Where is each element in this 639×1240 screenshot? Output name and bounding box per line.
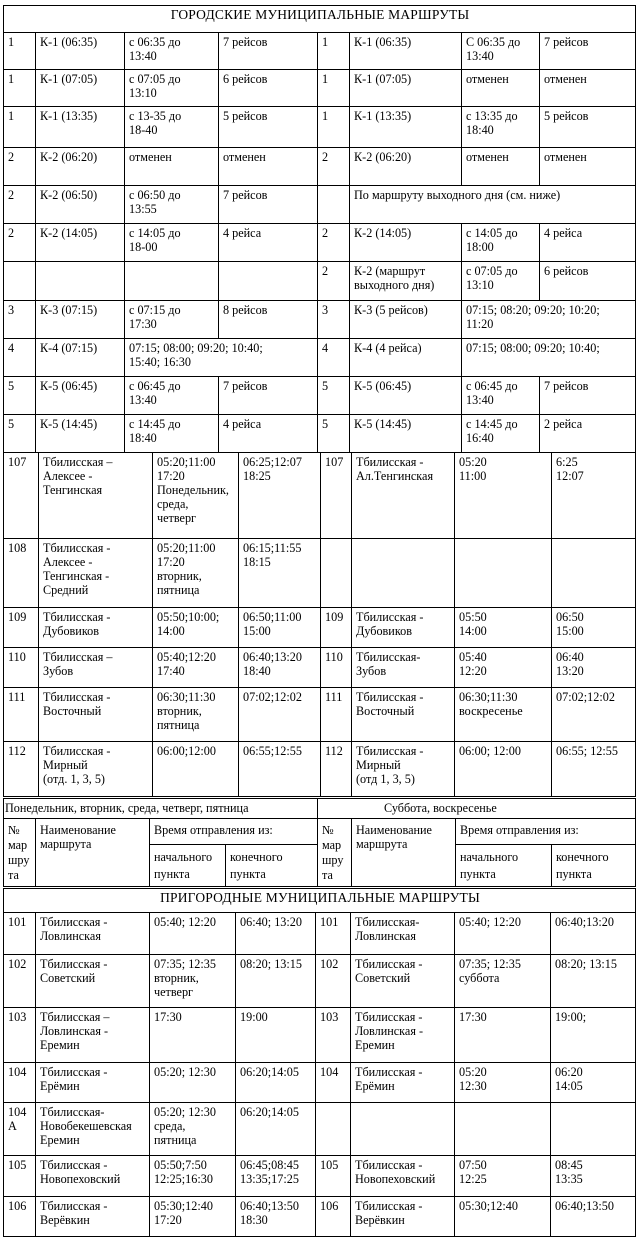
departure-start: с 06:50 до 13:55 xyxy=(125,186,219,224)
departure-end-weekend: 06:40;13:50 xyxy=(551,1197,636,1237)
route-number: 3 xyxy=(4,301,36,339)
route-name-weekend: К-3 (5 рейсов) xyxy=(350,301,462,339)
route-name-weekend: Тбилисская- Ловлинская xyxy=(351,913,455,955)
route-name-weekend: Тбилисская - Верёвкин xyxy=(351,1197,455,1237)
route-name-weekend: К-1 (07:05) xyxy=(350,70,462,107)
table-row xyxy=(4,1156,636,1197)
route-name-weekend: Тбилисская - Советский xyxy=(351,955,455,1008)
route-number-weekend xyxy=(318,186,350,224)
departure-end: отменен xyxy=(219,148,318,186)
departure-start-weekend: 05:20 11:00 xyxy=(455,453,552,539)
route-name-weekend: К-5 (06:45) xyxy=(350,377,462,415)
departure-end-weekend xyxy=(551,1103,636,1156)
route-name-weekend: К-5 (14:45) xyxy=(350,415,462,453)
departure-start: 06:30;11:30 вторник, пятница xyxy=(153,688,239,742)
departure-end: 06:55;12:55 xyxy=(239,742,321,797)
route-name-weekend: К-2 (маршрут выходного дня) xyxy=(350,262,462,301)
start-point-header-weekend: начального пункта xyxy=(456,845,552,887)
route-number: 112 xyxy=(4,742,39,797)
route-number-weekend: 112 xyxy=(321,742,352,797)
departure-start-weekend: 06:30;11:30 воскресенье xyxy=(455,688,552,742)
departure-end-weekend: 19:00; xyxy=(551,1008,636,1063)
departure-start-weekend: 17:30 xyxy=(455,1008,551,1063)
route-name-weekend: К-1 (06:35) xyxy=(350,33,462,70)
departure-start-weekend xyxy=(455,539,552,608)
table-row xyxy=(4,648,636,688)
departure-end: 4 рейса xyxy=(219,415,318,453)
table-row xyxy=(4,1008,636,1063)
route-name: К-5 (06:45) xyxy=(36,377,125,415)
table-row xyxy=(4,186,636,224)
departure-start-weekend: 07:15; 08:00; 09:20; 10:40; xyxy=(462,339,636,377)
departure-start xyxy=(125,262,219,301)
route-name: Тбилисская - Ерёмин xyxy=(36,1063,150,1103)
route-number: 5 xyxy=(4,415,36,453)
departure-start: отменен xyxy=(125,148,219,186)
mid-routes-table xyxy=(3,452,636,797)
route-name: Тбилисская - Новопеховский xyxy=(36,1156,150,1197)
route-name-weekend xyxy=(351,1103,455,1156)
departure-end-weekend: отменен xyxy=(540,148,636,186)
route-name-weekend: К-2 (06:20) xyxy=(350,148,462,186)
departure-end-weekend: 06:50 15:00 xyxy=(552,608,636,648)
route-number: 105 xyxy=(4,1156,36,1197)
table-row xyxy=(4,301,636,339)
table-row xyxy=(4,262,636,301)
departure-start-weekend: с 13:35 до 18:40 xyxy=(462,107,540,148)
route-name-weekend: Тбилисская - Новопеховский xyxy=(351,1156,455,1197)
table-row xyxy=(4,415,636,453)
suburban-routes-table xyxy=(3,888,636,1237)
route-name-weekend: Тбилисская - Ловлинская - Еремин xyxy=(351,1008,455,1063)
route-number: 2 xyxy=(4,186,36,224)
table-row xyxy=(4,107,636,148)
departure-end xyxy=(219,262,318,301)
departure-start: с 07:15 до 17:30 xyxy=(125,301,219,339)
departure-start-weekend: с 14:45 до 16:40 xyxy=(462,415,540,453)
route-number: 101 xyxy=(4,913,36,955)
route-name: К-2 (14:05) xyxy=(36,224,125,262)
end-point-header-weekend: конечного пункта xyxy=(552,845,636,887)
departure-start: 05:50;10:00; 14:00 xyxy=(153,608,239,648)
departure-end-weekend: 2 рейса xyxy=(540,415,636,453)
departure-end-weekend: 06:20 14:05 xyxy=(551,1063,636,1103)
route-number: 104 А xyxy=(4,1103,36,1156)
table-row xyxy=(4,1103,636,1156)
departure-end: 06:40; 13:20 xyxy=(236,913,316,955)
route-name-weekend: По маршруту выходного дня (см. ниже) xyxy=(350,186,636,224)
departure-start: 05:40; 12:20 xyxy=(150,913,236,955)
departure-end-weekend: 07:02;12:02 xyxy=(552,688,636,742)
departure-start: с 14:45 до 18:40 xyxy=(125,415,219,453)
departure-time-header-weekend: Время отправления из: xyxy=(456,819,636,845)
route-name: К-4 (07:15) xyxy=(36,339,125,377)
route-name-weekend: К-1 (13:35) xyxy=(350,107,462,148)
departure-end-weekend: 08:20; 13:15 xyxy=(551,955,636,1008)
weekend-label: Суббота, воскресенье xyxy=(318,799,636,819)
route-name: Тбилисская - Советский xyxy=(36,955,150,1008)
route-number-weekend: 4 xyxy=(318,339,350,377)
departure-start: с 14:05 до 18-00 xyxy=(125,224,219,262)
departure-end: 6 рейсов xyxy=(219,70,318,107)
route-number-weekend: 106 xyxy=(316,1197,351,1237)
departure-start-weekend: 05:30;12:40 xyxy=(455,1197,551,1237)
route-number: 110 xyxy=(4,648,39,688)
departure-start: 17:30 xyxy=(150,1008,236,1063)
route-name: Тбилисская - Восточный xyxy=(39,688,153,742)
departure-start: с 06:35 до 13:40 xyxy=(125,33,219,70)
route-name: К-1 (13:35) xyxy=(36,107,125,148)
table-row xyxy=(4,1063,636,1103)
departure-start: 05:40;12:20 17:40 xyxy=(153,648,239,688)
route-number: 1 xyxy=(4,33,36,70)
departure-start-weekend: 05:50 14:00 xyxy=(455,608,552,648)
table-row xyxy=(4,224,636,262)
departure-end-weekend: 06:55; 12:55 xyxy=(552,742,636,797)
departure-end: 06:20;14:05 xyxy=(236,1063,316,1103)
route-name-weekend xyxy=(352,539,455,608)
departure-start-weekend: С 06:35 до 13:40 xyxy=(462,33,540,70)
route-number: 111 xyxy=(4,688,39,742)
departure-start: 05:20; 12:30 среда, пятница xyxy=(150,1103,236,1156)
table-row xyxy=(4,70,636,107)
departure-end-weekend: 06:40;13:20 xyxy=(551,913,636,955)
route-name: Тбилисская – Зубов xyxy=(39,648,153,688)
route-name-weekend: Тбилисская - Ерёмин xyxy=(351,1063,455,1103)
table-row xyxy=(4,742,636,797)
departure-start-weekend: 07:35; 12:35 суббота xyxy=(455,955,551,1008)
departure-start-weekend: с 07:05 до 13:10 xyxy=(462,262,540,301)
route-number: 1 xyxy=(4,107,36,148)
departure-start-weekend xyxy=(455,1103,551,1156)
suburban-section-title: ПРИГОРОДНЫЕ МУНИЦИПАЛЬНЫЕ МАРШРУТЫ xyxy=(4,889,636,913)
route-number: 5 xyxy=(4,377,36,415)
departure-start-weekend: 07:50 12:25 xyxy=(455,1156,551,1197)
route-number: 103 xyxy=(4,1008,36,1063)
table-row xyxy=(4,955,636,1008)
route-name: Тбилисская – Алексее - Тенгинская xyxy=(39,453,153,539)
table-row xyxy=(4,688,636,742)
route-name: Тбилисская - Дубовиков xyxy=(39,608,153,648)
departure-time-header: Время отправления из: xyxy=(150,819,318,845)
route-number: 108 xyxy=(4,539,39,608)
route-name: Тбилисская – Ловлинская - Еремин xyxy=(36,1008,150,1063)
table-row xyxy=(4,33,636,70)
departure-start: 07:15; 08:00; 09:20; 10:40; 15:40; 16:30 xyxy=(125,339,318,377)
departure-end-weekend: 6:25 12:07 xyxy=(552,453,636,539)
route-name: К-3 (07:15) xyxy=(36,301,125,339)
route-number-weekend: 2 xyxy=(318,224,350,262)
departure-start-weekend: 06:00; 12:00 xyxy=(455,742,552,797)
route-number-weekend: 2 xyxy=(318,262,350,301)
departure-end: 19:00 xyxy=(236,1008,316,1063)
route-name: К-2 (06:20) xyxy=(36,148,125,186)
departure-end: 06:25;12:07 18:25 xyxy=(239,453,321,539)
departure-end-weekend: 06:40 13:20 xyxy=(552,648,636,688)
departure-start-weekend: 05:40; 12:20 xyxy=(455,913,551,955)
route-number-weekend: 103 xyxy=(316,1008,351,1063)
table-row xyxy=(4,148,636,186)
table-row xyxy=(4,339,636,377)
departure-start: 05:20;11:00 17:20 вторник, пятница xyxy=(153,539,239,608)
departure-end: 8 рейсов xyxy=(219,301,318,339)
route-number: 104 xyxy=(4,1063,36,1103)
departure-end: 06:20;14:05 xyxy=(236,1103,316,1156)
route-name: Тбилисская - Алексее - Тенгинская - Средний xyxy=(39,539,153,608)
city-routes-table xyxy=(3,5,636,453)
departure-start: 05:30;12:40 17:20 xyxy=(150,1197,236,1237)
route-number-weekend: 109 xyxy=(321,608,352,648)
route-number-weekend: 5 xyxy=(318,377,350,415)
route-name-weekend: К-4 (4 рейса) xyxy=(350,339,462,377)
departure-start: с 13-35 до 18-40 xyxy=(125,107,219,148)
schedule-header-table xyxy=(3,798,636,887)
departure-end: 7 рейсов xyxy=(219,186,318,224)
route-number-weekend: 1 xyxy=(318,33,350,70)
route-number-weekend: 1 xyxy=(318,107,350,148)
table-row xyxy=(4,377,636,415)
departure-end: 06:40;13:20 18:40 xyxy=(239,648,321,688)
departure-start-weekend: 05:40 12:20 xyxy=(455,648,552,688)
route-number: 102 xyxy=(4,955,36,1008)
route-name: Тбилисская - Мирный (отд. 1, 3, 5) xyxy=(39,742,153,797)
route-number: 107 xyxy=(4,453,39,539)
departure-start-weekend: с 06:45 до 13:40 xyxy=(462,377,540,415)
table-row xyxy=(4,453,636,539)
route-number: 1 xyxy=(4,70,36,107)
route-name-header-weekend: Наименование маршрута xyxy=(352,819,456,887)
table-row xyxy=(4,913,636,955)
departure-start-weekend: отменен xyxy=(462,70,540,107)
departure-end: 06:50;11:00 15:00 xyxy=(239,608,321,648)
route-name-weekend: Тбилисская - Мирный (отд 1, 3, 5) xyxy=(352,742,455,797)
table-row xyxy=(4,1197,636,1237)
route-number: 106 xyxy=(4,1197,36,1237)
departure-end-weekend: 7 рейсов xyxy=(540,377,636,415)
route-number: 2 xyxy=(4,148,36,186)
route-number-header-weekend: № мар шру та xyxy=(318,819,352,887)
departure-end: 7 рейсов xyxy=(219,377,318,415)
departure-start-weekend: 07:15; 08:20; 09:20; 10:20; 11:20 xyxy=(462,301,636,339)
departure-end: 07:02;12:02 xyxy=(239,688,321,742)
departure-end-weekend: 5 рейсов xyxy=(540,107,636,148)
departure-start: с 06:45 до 13:40 xyxy=(125,377,219,415)
route-name: К-1 (07:05) xyxy=(36,70,125,107)
route-number-weekend: 102 xyxy=(316,955,351,1008)
route-number-weekend xyxy=(321,539,352,608)
route-number-weekend xyxy=(316,1103,351,1156)
route-number: 4 xyxy=(4,339,36,377)
departure-end-weekend: 6 рейсов xyxy=(540,262,636,301)
route-name xyxy=(36,262,125,301)
route-name: К-5 (14:45) xyxy=(36,415,125,453)
departure-end: 5 рейсов xyxy=(219,107,318,148)
route-number-weekend: 111 xyxy=(321,688,352,742)
end-point-header: конечного пункта xyxy=(226,845,318,887)
table-row xyxy=(4,539,636,608)
departure-end: 7 рейсов xyxy=(219,33,318,70)
route-number-weekend: 107 xyxy=(321,453,352,539)
departure-start-weekend: 05:20 12:30 xyxy=(455,1063,551,1103)
departure-end-weekend: 4 рейса xyxy=(540,224,636,262)
route-name-weekend: Тбилисская - Ал.Тенгинская xyxy=(352,453,455,539)
route-number xyxy=(4,262,36,301)
departure-end-weekend: 7 рейсов xyxy=(540,33,636,70)
route-number-header: № мар шру та xyxy=(4,819,36,887)
route-name-weekend: Тбилисская - Дубовиков xyxy=(352,608,455,648)
route-number-weekend: 101 xyxy=(316,913,351,955)
departure-start-weekend: с 14:05 до 18:00 xyxy=(462,224,540,262)
weekdays-label: Понедельник, вторник, среда, четверг, пятница xyxy=(4,799,318,819)
departure-start: с 07:05 до 13:10 xyxy=(125,70,219,107)
route-name: Тбилисская - Верёвкин xyxy=(36,1197,150,1237)
route-number-weekend: 1 xyxy=(318,70,350,107)
route-name: К-2 (06:50) xyxy=(36,186,125,224)
city-section-title: ГОРОДСКИЕ МУНИЦИПАЛЬНЫЕ МАРШРУТЫ xyxy=(4,6,636,33)
route-name: Тбилисская - Ловлинская xyxy=(36,913,150,955)
route-name-weekend: К-2 (14:05) xyxy=(350,224,462,262)
route-number-weekend: 5 xyxy=(318,415,350,453)
departure-start: 05:50;7:50 12:25;16:30 xyxy=(150,1156,236,1197)
departure-end: 08:20; 13:15 xyxy=(236,955,316,1008)
route-number-weekend: 104 xyxy=(316,1063,351,1103)
route-name-header: Наименование маршрута xyxy=(36,819,150,887)
departure-start: 07:35; 12:35 вторник, четверг xyxy=(150,955,236,1008)
route-number-weekend: 2 xyxy=(318,148,350,186)
table-row xyxy=(4,608,636,648)
departure-end-weekend: 08:45 13:35 xyxy=(551,1156,636,1197)
route-number: 2 xyxy=(4,224,36,262)
route-name-weekend: Тбилисская- Зубов xyxy=(352,648,455,688)
departure-end-weekend xyxy=(552,539,636,608)
route-name-weekend: Тбилисская - Восточный xyxy=(352,688,455,742)
departure-end: 06:40;13:50 18:30 xyxy=(236,1197,316,1237)
departure-end: 4 рейса xyxy=(219,224,318,262)
departure-start: 05:20; 12:30 xyxy=(150,1063,236,1103)
start-point-header: начального пункта xyxy=(150,845,226,887)
departure-start-weekend: отменен xyxy=(462,148,540,186)
departure-start: 05:20;11:00 17:20 Понедельник, среда, четверг xyxy=(153,453,239,539)
departure-start: 06:00;12:00 xyxy=(153,742,239,797)
departure-end: 06:45;08:45 13:35;17:25 xyxy=(236,1156,316,1197)
route-name: Тбилисская- Новобекешевская Еремин xyxy=(36,1103,150,1156)
route-name: К-1 (06:35) xyxy=(36,33,125,70)
departure-end-weekend: отменен xyxy=(540,70,636,107)
route-number-weekend: 105 xyxy=(316,1156,351,1197)
departure-end: 06:15;11:55 18:15 xyxy=(239,539,321,608)
route-number: 109 xyxy=(4,608,39,648)
route-number-weekend: 3 xyxy=(318,301,350,339)
route-number-weekend: 110 xyxy=(321,648,352,688)
